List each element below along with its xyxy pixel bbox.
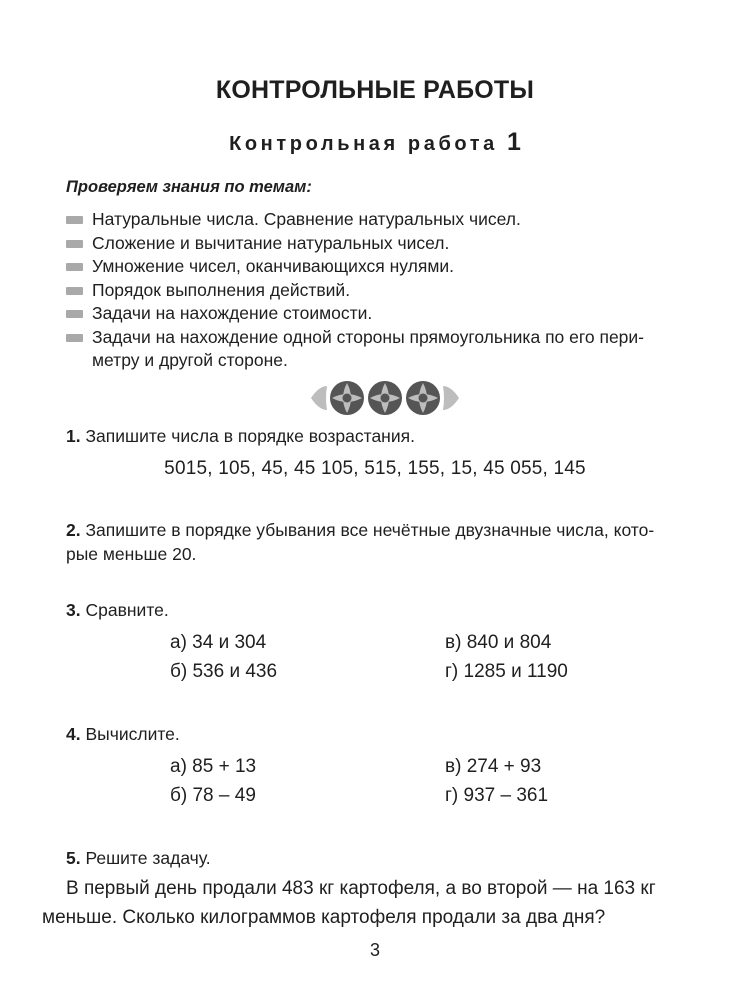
task-text-line2: рые меньше 20. <box>66 544 197 564</box>
topic-text: Натуральные числа. Сравнение натуральных чисел. <box>92 209 521 229</box>
task-number: 1. <box>66 426 81 446</box>
ornament-leaf-right <box>443 386 459 410</box>
ornament-flower <box>330 381 364 415</box>
bullet-icon <box>66 240 83 248</box>
ornament-flower <box>406 381 440 415</box>
topic-item <box>66 302 726 326</box>
task-5-problem <box>42 874 732 932</box>
task-2 <box>66 518 726 566</box>
bullet-icon <box>66 263 83 271</box>
topic-text: Задачи на нахождение стоимости. <box>92 303 373 323</box>
task-5-line1: В первый день продали 483 кг картофеля, а во второй — на 163 кг <box>66 878 656 899</box>
task-number: 2. <box>66 520 81 540</box>
page-number: 3 <box>369 940 380 960</box>
topic-item <box>66 279 726 303</box>
task-text: Решите задачу. <box>85 848 211 868</box>
topic-item <box>66 326 726 373</box>
topic-text: Умножение чисел, оканчивающихся нулями. <box>92 256 454 276</box>
topic-text-line1: Задачи на нахождение одной стороны прямоугольника по его пери- <box>92 326 645 347</box>
task-3-item-b: б) 536 и 436 <box>170 661 278 682</box>
task-text-line1: Запишите в порядке убывания все нечётные двузначные числа, кото- <box>85 520 655 540</box>
task-3-item-a: а) 34 и 304 <box>170 632 267 653</box>
ornament-leaf-left <box>311 386 327 410</box>
topic-text: Порядок выполнения действий. <box>92 279 351 300</box>
page-title: КОНТРОЛЬНЫЕ РАБОТЫ <box>215 76 535 104</box>
task-text: Запишите числа в порядке возрастания. <box>85 426 415 446</box>
task-number: 5. <box>66 848 81 868</box>
task-5-line2: меньше. Сколько килограммов картофеля продали за два дня? <box>42 907 606 928</box>
bullet-icon <box>66 334 83 342</box>
section-title-number: 1 <box>507 128 521 156</box>
task-4 <box>66 722 726 746</box>
task-1 <box>66 424 726 448</box>
task-3 <box>66 598 726 622</box>
task-4-item-a: а) 85 + 13 <box>170 756 257 777</box>
topics-list <box>66 208 726 373</box>
task-number: 3. <box>66 600 81 620</box>
topic-item <box>66 208 726 232</box>
task-1-numbers: 5015, 105, 45, 45 105, 515, 155, 15, 45 055, 145 <box>164 458 586 479</box>
task-4-item-g: г) 937 – 361 <box>445 785 549 806</box>
section-title-text: Контрольная работа <box>229 133 498 155</box>
task-number: 4. <box>66 724 81 744</box>
task-4-item-b: б) 78 – 49 <box>170 785 256 806</box>
task-4-item-v: в) 274 + 93 <box>445 756 542 777</box>
task-text: Вычислите. <box>85 724 180 744</box>
bullet-icon <box>66 216 83 224</box>
task-3-item-g: г) 1285 и 1190 <box>445 661 568 682</box>
topic-text-line2: метру и другой стороне. <box>92 350 288 370</box>
bullet-icon <box>66 310 83 318</box>
task-text: Сравните. <box>85 600 169 620</box>
topics-heading: Проверяем знания по темам: <box>66 178 312 196</box>
topic-item <box>66 255 726 279</box>
ornament-flower <box>368 381 402 415</box>
section-title <box>0 128 750 157</box>
topic-item <box>66 232 726 256</box>
bullet-icon <box>66 287 83 295</box>
ornament-divider-icon <box>309 378 461 418</box>
task-5 <box>66 846 726 870</box>
topic-text: Сложение и вычитание натуральных чисел. <box>92 232 450 253</box>
task-3-item-v: в) 840 и 804 <box>445 632 552 653</box>
